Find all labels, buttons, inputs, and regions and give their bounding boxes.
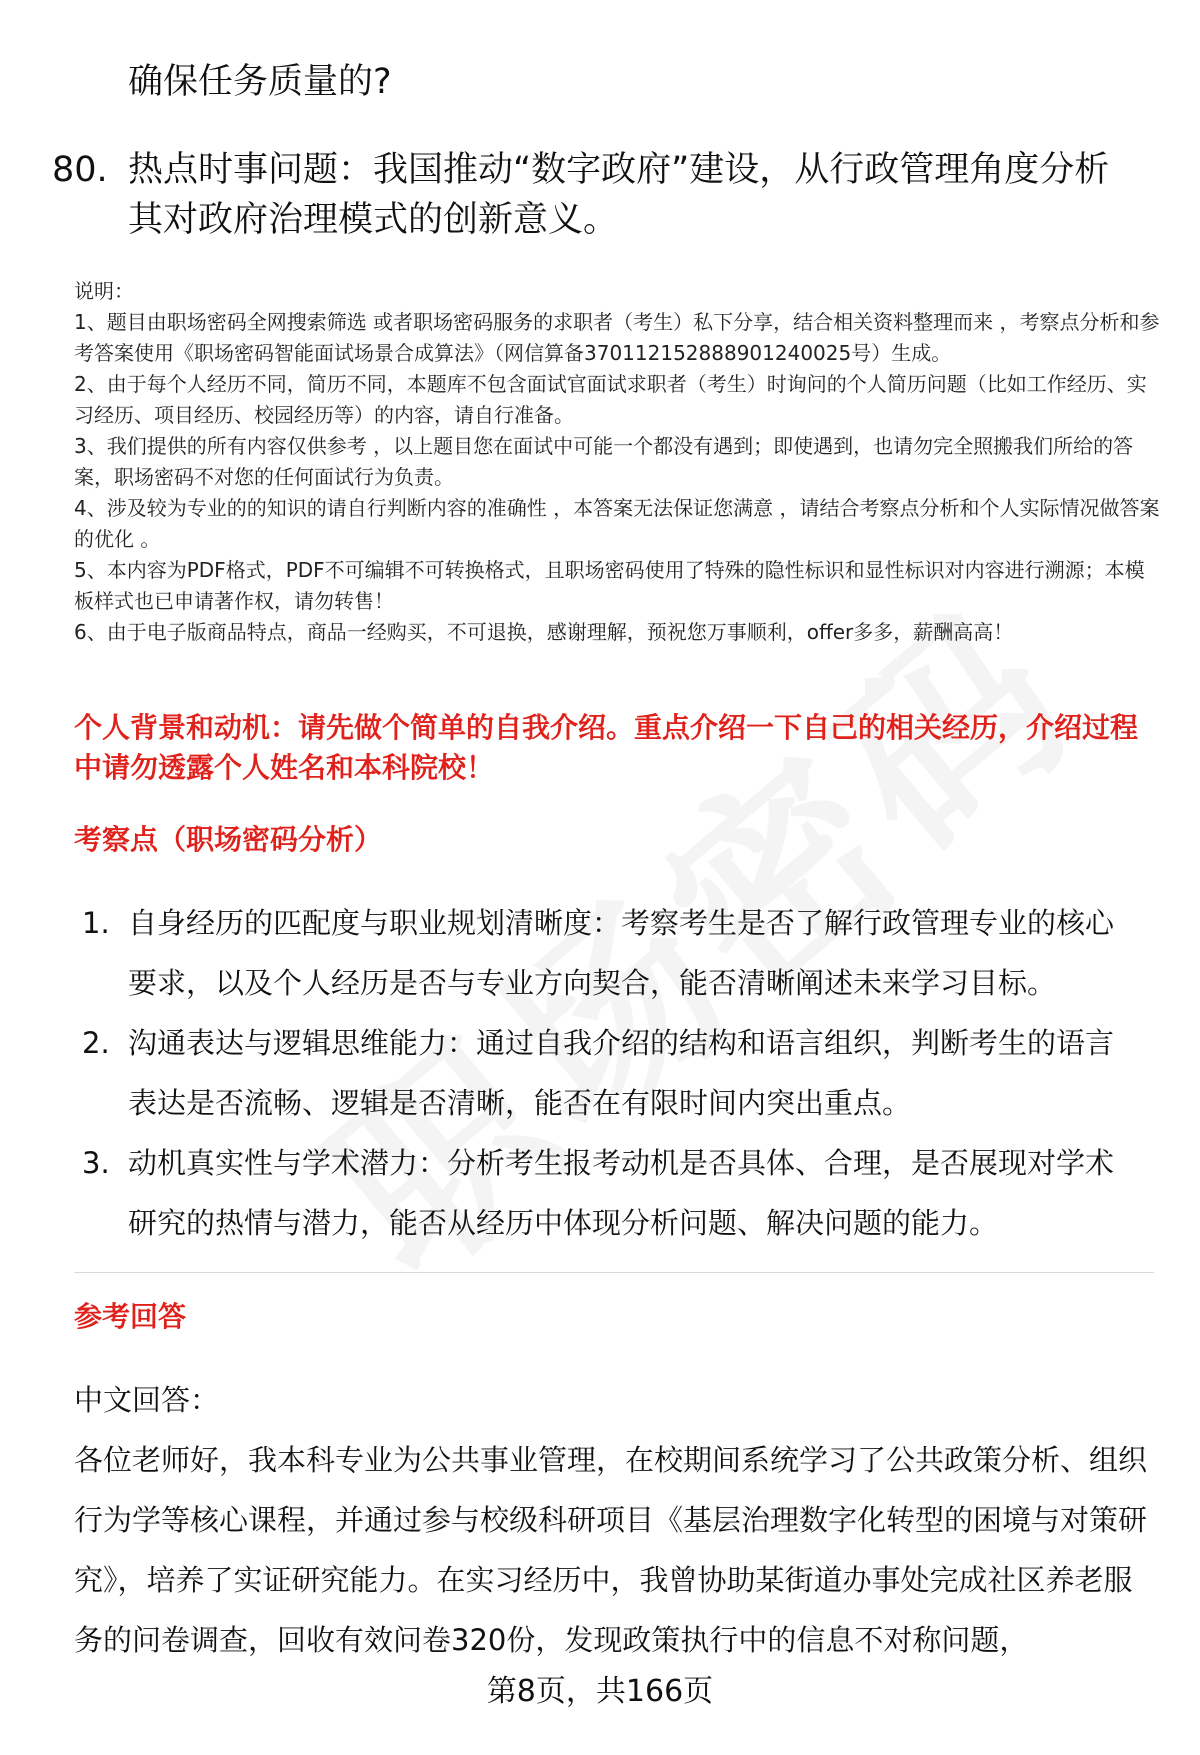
notes-section xyxy=(74,276,1164,648)
answer-body: 各位老师好，我本科专业为公共事业管理，在校期间系统学习了公共政策分析、组织行为学等核心课程，并通过参与校级科研项目《基层治理数字化转型的困境与对策研究》，培养了实证研究能力。在实习经历中，我曾协助某街道办事处完成社区养老服务的问卷调查，回收有效问卷320份，发现政策执行中的信息不对称问题， xyxy=(74,1443,1148,1657)
question-80 xyxy=(52,145,1152,245)
analysis-point xyxy=(82,1013,1152,1133)
analysis-point-number: 2. xyxy=(82,1026,110,1060)
notes-item: 1、题目由职场密码全网搜索筛选 或者职场密码服务的求职者（考生）私下分享，结合相关资料整理而来 ，考察点分析和参考答案使用《职场密码智能面试场景合成算法》（网信算备370112152888901240025号）生成。 xyxy=(74,310,1160,365)
analysis-point xyxy=(82,1133,1152,1253)
background-prompt: 个人背景和动机：请先做个简单的自我介绍。重点介绍一下自己的相关经历，介绍过程中请勿透露个人姓名和本科院校！ xyxy=(74,711,1139,784)
analysis-point-text: 沟通表达与逻辑思维能力：通过自我介绍的结构和语言组织，判断考生的语言表达是否流畅、逻辑是否清晰，能否在有限时间内突出重点。 xyxy=(128,1026,1115,1120)
answer-label: 中文回答： xyxy=(74,1383,220,1417)
reference-title: 参考回答 xyxy=(74,1300,187,1333)
analysis-point-text: 自身经历的匹配度与职业规划清晰度：考察考生是否了解行政管理专业的核心要求，以及个人经历是否与专业方向契合，能否清晰阐述未来学习目标。 xyxy=(128,906,1115,1000)
analysis-point-text: 动机真实性与学术潜力：分析考生报考动机是否具体、合理，是否展现对学术研究的热情与潜力，能否从经历中体现分析问题、解决问题的能力。 xyxy=(128,1146,1115,1240)
notes-title: 说明： xyxy=(74,279,134,303)
question-80-text: 热点时事问题：我国推动“数字政府”建设，从行政管理角度分析其对政府治理模式的创新意义。 xyxy=(128,150,1110,240)
notes-item: 5、本内容为PDF格式，PDF不可编辑不可转换格式，且职场密码使用了特殊的隐性标识和显性标识对内容进行溯源；本模板样式也已申请著作权，请勿转售！ xyxy=(74,558,1145,613)
section-divider xyxy=(74,1272,1154,1273)
analysis-title: 考察点（职场密码分析） xyxy=(74,823,383,856)
notes-item: 6、由于电子版商品特点，商品一经购买，不可退换，感谢理解，预祝您万事顺利，offer多多，薪酬高高！ xyxy=(74,620,1014,644)
question-80-number: 80. xyxy=(52,150,108,190)
notes-item: 3、我们提供的所有内容仅供参考 ，以上题目您在面试中可能一个都没有遇到；即使遇到，也请勿完全照搬我们所给的答案，职场密码不对您的任何面试行为负责。 xyxy=(74,434,1134,489)
analysis-point xyxy=(82,893,1152,1013)
analysis-point-number: 1. xyxy=(82,906,110,940)
notes-item: 4、涉及较为专业的的知识的请自行判断内容的准确性 ，本答案无法保证您满意 ，请结合考察点分析和个人实际情况做答案的优化 。 xyxy=(74,496,1160,551)
analysis-point-number: 3. xyxy=(82,1146,110,1180)
page-footer: 第8页，共166页 xyxy=(486,1674,714,1709)
question-79-continuation: 确保任务质量的? xyxy=(128,62,392,102)
notes-item: 2、由于每个人经历不同，简历不同，本题库不包含面试官面试求职者（考生）时询问的个人简历问题（比如工作经历、实习经历、项目经历、校园经历等）的内容，请自行准备。 xyxy=(74,372,1147,427)
analysis-points xyxy=(82,893,1152,1253)
